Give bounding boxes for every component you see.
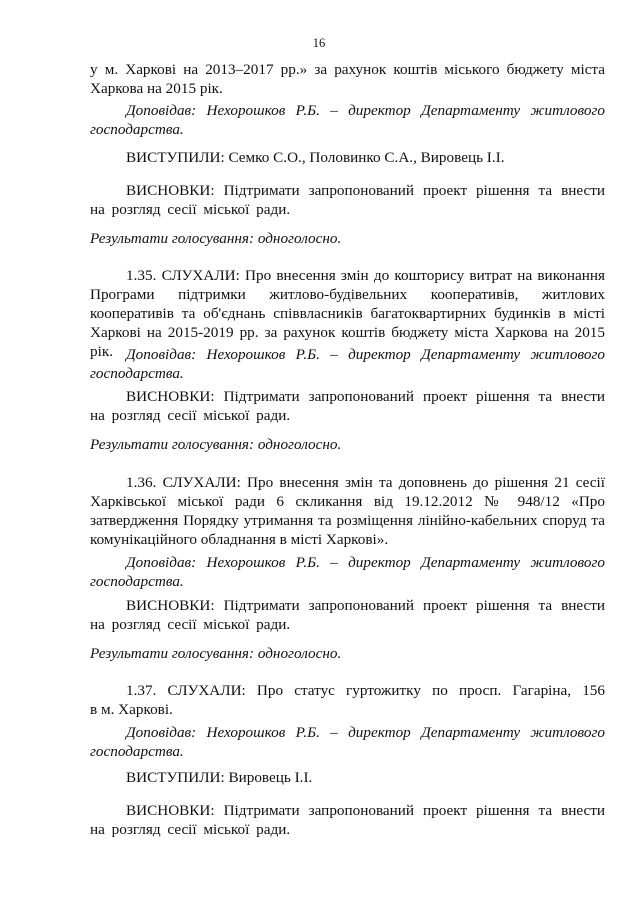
continued-text: у м. Харкові на 2013–2017 рр.» за рахунок коштів міського бюджету міста Харкова на 2015 рік. xyxy=(90,61,605,97)
page-number: 16 xyxy=(312,36,326,50)
reporter-line: Доповідав: Нехорошков Р.Б. – директор Департаменту житлового господарства. xyxy=(90,554,605,590)
conclusion-line: ВИСНОВКИ: Підтримати запропонований проект рішення та внести на розгляд сесії міської ради. xyxy=(90,597,605,633)
speakers-line: ВИСТУПИЛИ: Семко С.О., Половинко С.А., Вировець І.І. xyxy=(126,149,505,166)
heard-item-1-35: 1.35. СЛУХАЛИ: Про внесення змін до кошторису витрат на виконання Програми підтримки житлово-будівельних кооперативів, житлових кооперативів та об'єднань співвласників багатоквартирних будинків в місті Харкові на 2015-2019 рр. за рахунок коштів бюджету міста Харкова на 2015 рік. xyxy=(90,267,605,360)
reporter-line: Доповідав: Нехорошков Р.Б. – директор Департаменту житлового господарства. xyxy=(90,724,605,760)
heard-item-1-36: 1.36. СЛУХАЛИ: Про внесення змін та доповнень до рішення 21 сесії Харківської міської ради 6 скликання від 19.12.2012 № 948/12 «Про затвердження Порядку утримання та розміщення лінійно-кабельних споруд та комунікаційного обладнання в місті Харкові». xyxy=(90,474,605,548)
vote-result: Результати голосування: одноголосно. xyxy=(90,230,342,247)
vote-result: Результати голосування: одноголосно. xyxy=(90,436,342,453)
conclusion-line: ВИСНОВКИ: Підтримати запропонований проект рішення та внести на розгляд сесії міської ради. xyxy=(90,802,605,838)
reporter-line: Доповідав: Нехорошков Р.Б. – директор Департаменту житлового господарства. xyxy=(90,346,605,382)
vote-result: Результати голосування: одноголосно. xyxy=(90,645,342,662)
reporter-line: Доповідав: Нехорошков Р.Б. – директор Департаменту житлового господарства. xyxy=(90,102,605,138)
heard-item-1-37: 1.37. СЛУХАЛИ: Про статус гуртожитку по просп. Гагаріна, 156 xyxy=(126,682,605,699)
conclusion-line: ВИСНОВКИ: Підтримати запропонований проект рішення та внести на розгляд сесії міської ради. xyxy=(90,182,605,218)
conclusion-line: ВИСНОВКИ: Підтримати запропонований проект рішення та внести на розгляд сесії міської ради. xyxy=(90,388,605,424)
speakers-line: ВИСТУПИЛИ: Вировець І.І. xyxy=(126,769,313,786)
heard-item-1-37-cont: в м. Харкові. xyxy=(90,701,173,718)
